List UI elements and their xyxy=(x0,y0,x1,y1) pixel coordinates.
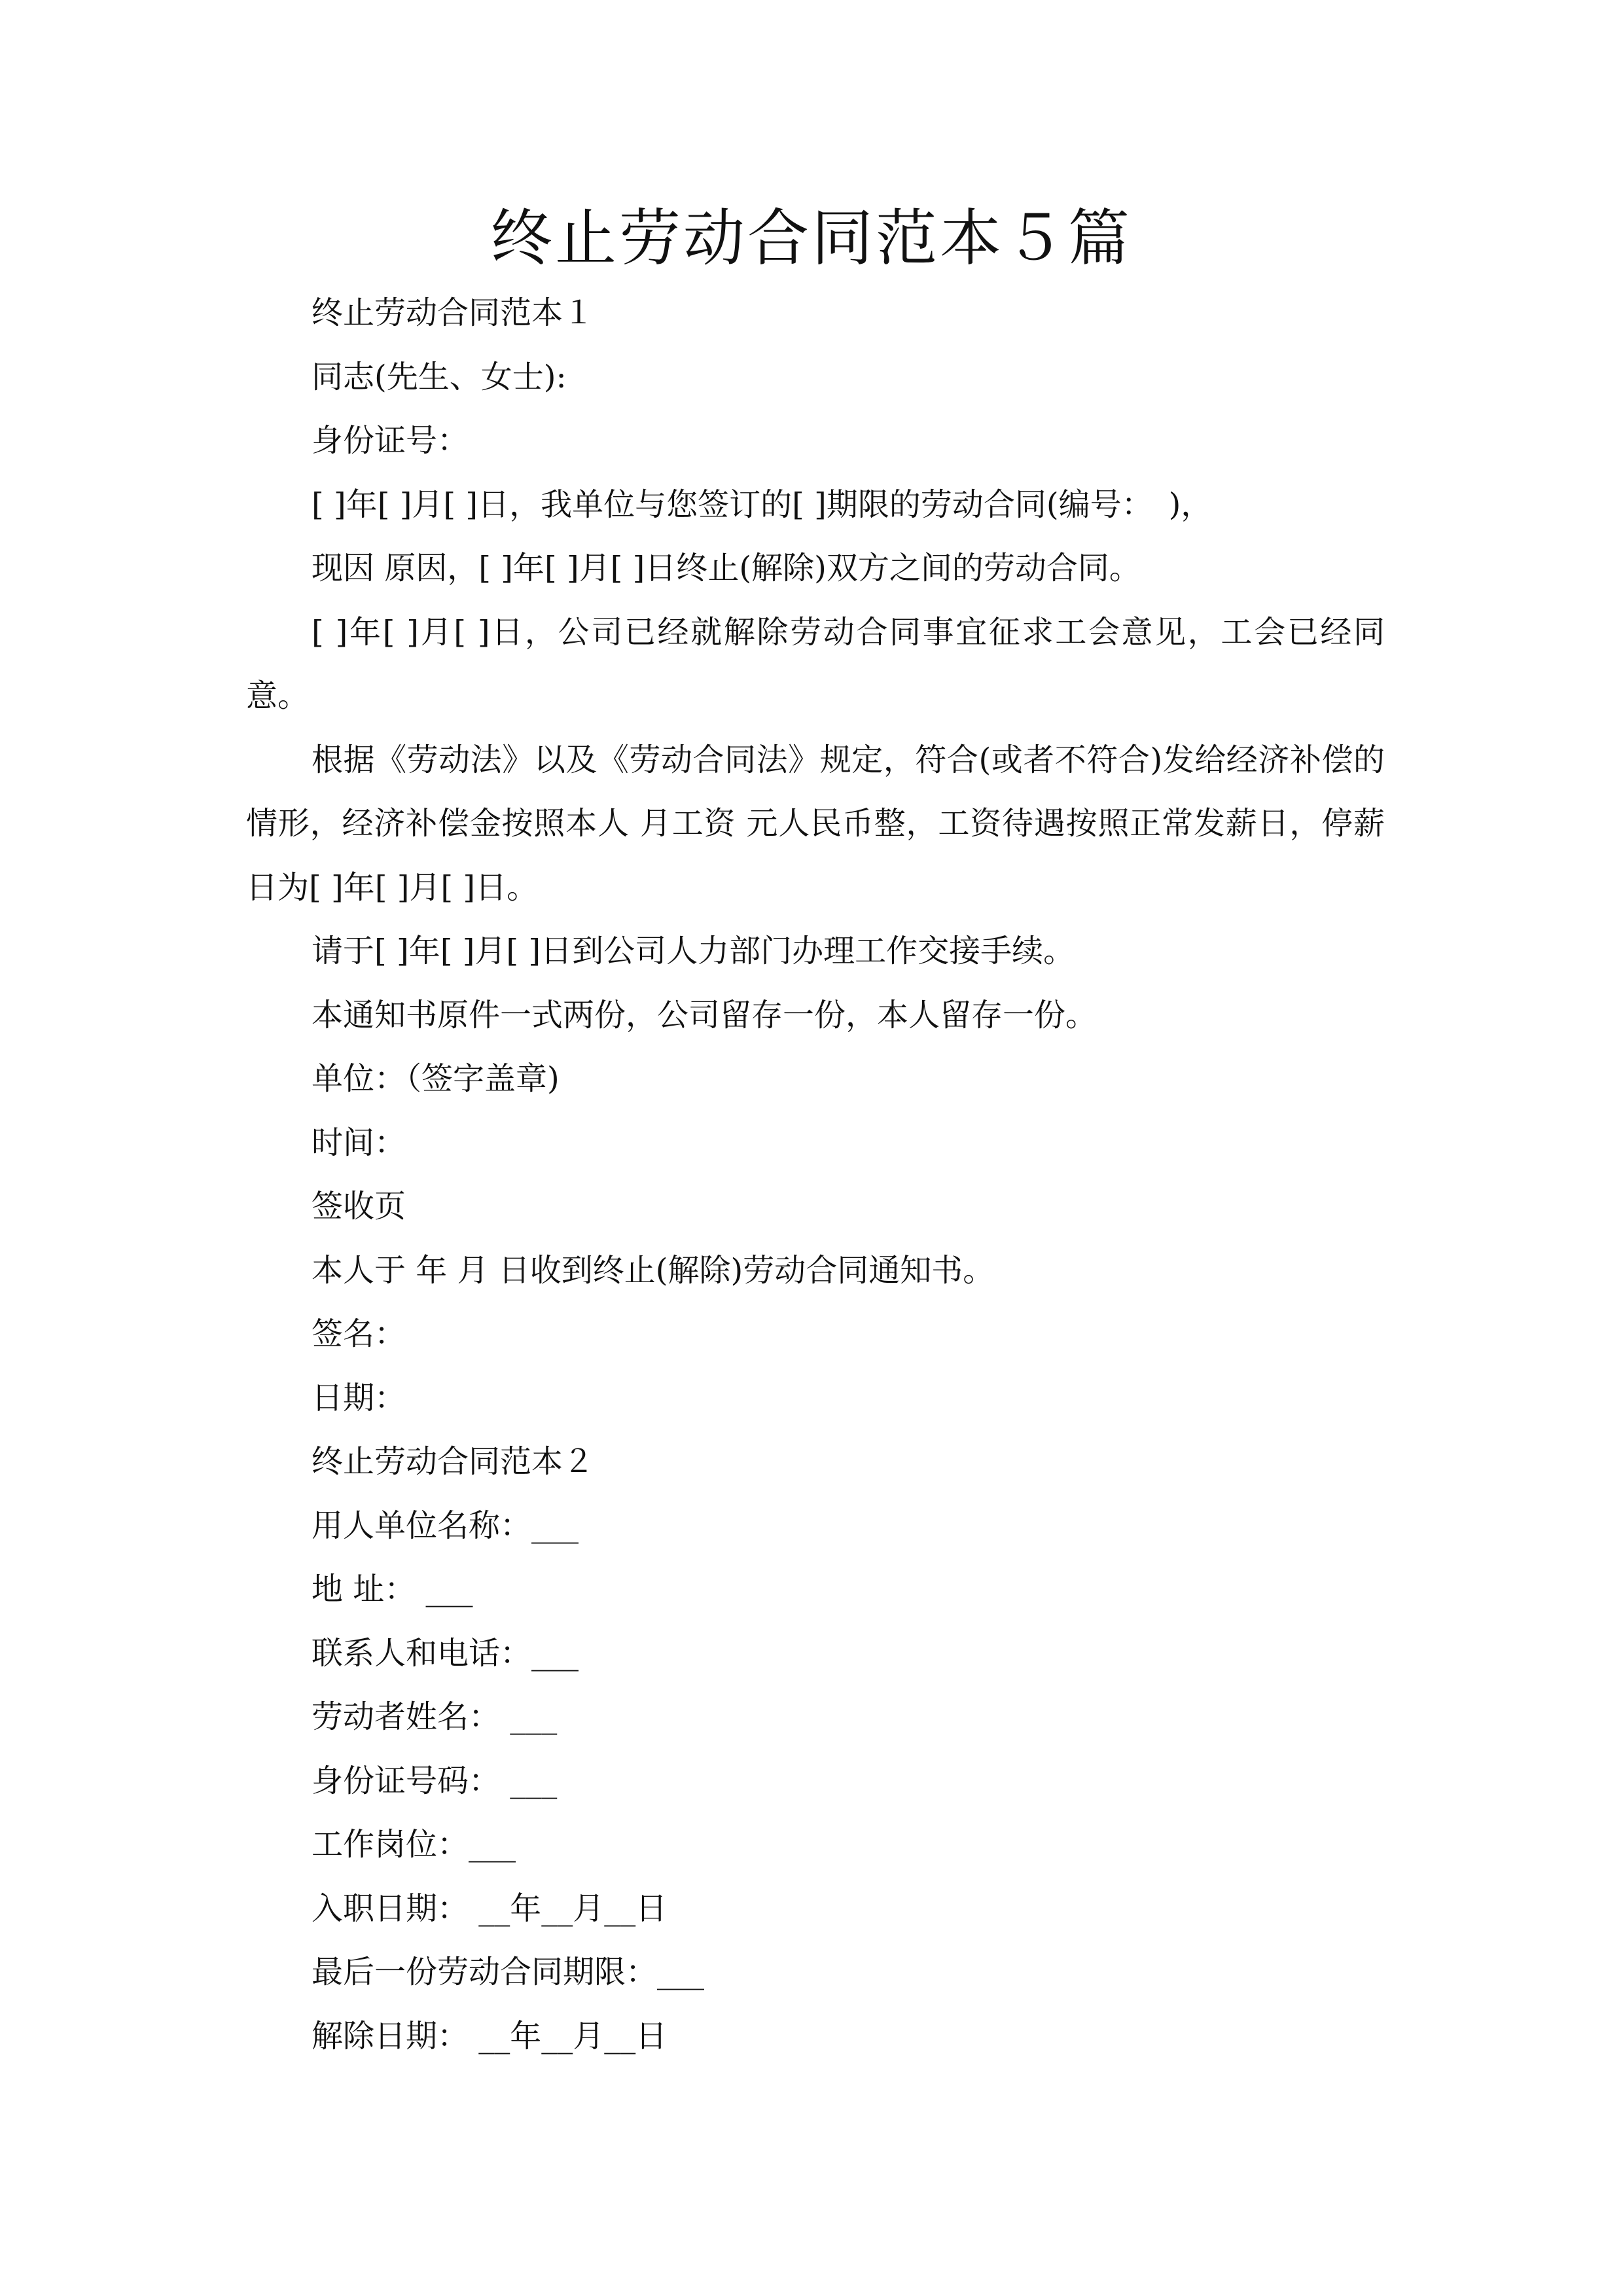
document-body xyxy=(246,281,1385,2068)
job-position-field: 工作岗位：___ xyxy=(312,1826,516,1863)
id-number-field: 身份证号码： ___ xyxy=(312,1762,558,1799)
employer-name-field: 用人单位名称：___ xyxy=(312,1507,579,1544)
signature-line: 签名： xyxy=(312,1316,406,1352)
address-field: 地 址： ___ xyxy=(312,1571,473,1607)
receipt-page-heading: 签收页 xyxy=(312,1188,406,1225)
handover-line: 请于[ ]年[ ]月[ ]日到公司人力部门办理工作交接手续。 xyxy=(312,933,1075,969)
contact-phone-field: 联系人和电话：___ xyxy=(312,1634,579,1672)
id-number-line: 身份证号： xyxy=(312,422,469,459)
contract-date-line: [ ]年[ ]月[ ]日，我单位与您签订的[ ]期限的劳动合同(编号： )， xyxy=(312,486,1213,523)
date-line: 日期： xyxy=(312,1379,406,1416)
salutation-line: 同志(先生、女士): xyxy=(312,358,567,395)
termination-date-field: 解除日期： __年__月__日 xyxy=(312,2017,668,2054)
time-line: 时间： xyxy=(312,1124,406,1161)
section-heading-1: 终止劳动合同范本１ xyxy=(312,295,595,331)
hire-date-field: 入职日期： __年__月__日 xyxy=(312,1890,668,1927)
union-opinion-paragraph: [ ]年[ ]月[ ]日，公司已经就解除劳动合同事宜征求工会意见，工会已经同意。 xyxy=(246,613,1385,714)
section-heading-2: 终止劳动合同范本２ xyxy=(312,1443,595,1480)
document-title: 终止劳动合同范本５篇 xyxy=(490,203,1132,274)
termination-reason-line: 现因 原因，[ ]年[ ]月[ ]日终止(解除)双方之间的劳动合同。 xyxy=(312,550,1141,586)
last-contract-term-field: 最后一份劳动合同期限：___ xyxy=(312,1954,705,1990)
copies-line: 本通知书原件一式两份，公司留存一份，本人留存一份。 xyxy=(312,996,1097,1033)
compensation-paragraph: 根据《劳动法》以及《劳动合同法》规定，符合(或者不符合)发给经济补偿的情形，经济补偿金按照本人 月工资 元人民币整，工资待遇按照正常发薪日，停薪日为[ ]年[ ]月[ ]日。 xyxy=(246,741,1385,906)
unit-signature-line: 单位：（签字盖章) xyxy=(312,1060,560,1097)
worker-name-field: 劳动者姓名： ___ xyxy=(312,1698,558,1735)
receipt-statement-line: 本人于 年 月 日收到终止(解除)劳动合同通知书。 xyxy=(312,1251,995,1289)
